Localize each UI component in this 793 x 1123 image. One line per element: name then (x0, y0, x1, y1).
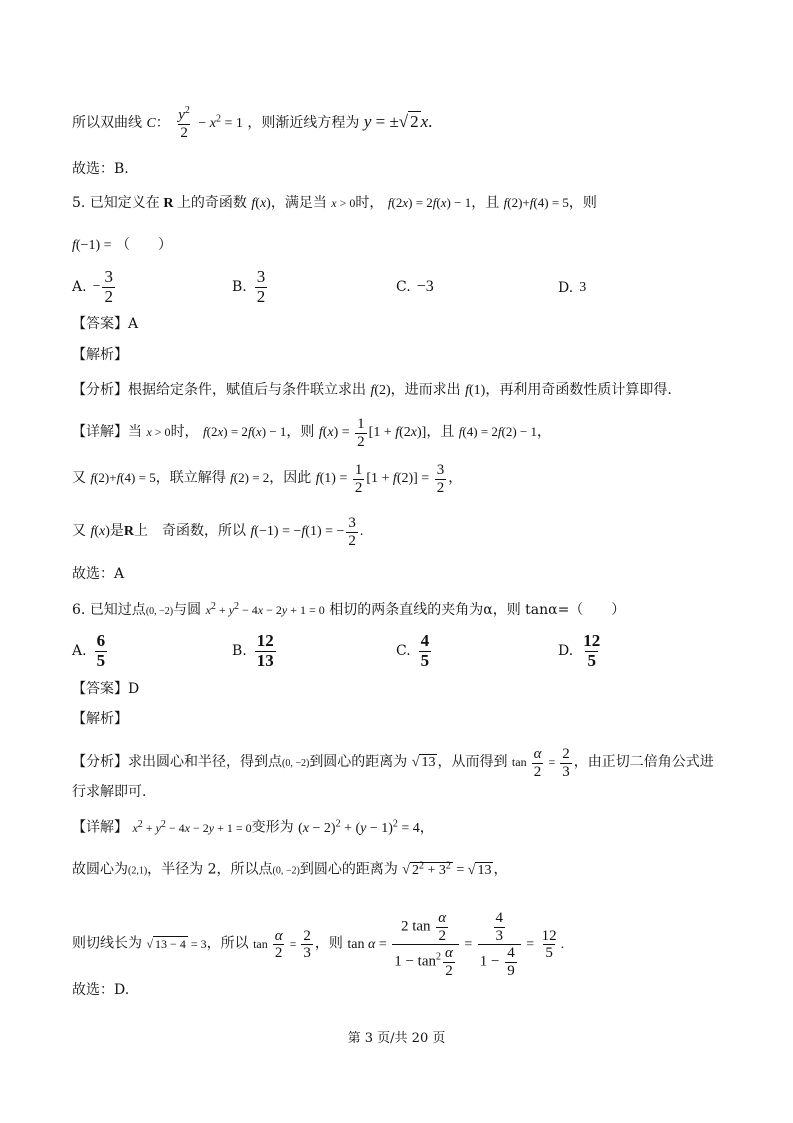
option-label: A. (72, 643, 87, 660)
minus: − (92, 279, 101, 295)
text: 是 (109, 523, 124, 540)
q6-answer: 【答案】D (72, 681, 140, 697)
q6-option-d[interactable] (558, 632, 604, 670)
text: ，联立解得 (155, 470, 226, 487)
text: 故圆心为 (72, 861, 128, 878)
math-standard-form: $(x - 2)^2 + (y - 1)^2 = 4$， (298, 818, 434, 836)
q-number: 5. (72, 195, 86, 211)
math-point: (0, −2) (272, 865, 300, 877)
math-R: R (123, 524, 135, 540)
q6-fenxi (72, 746, 714, 780)
q6-ze (72, 910, 564, 979)
math-sqrt13: √ 13 (411, 754, 436, 770)
option-label: C. (396, 643, 411, 660)
math-expr: − $x^2 = 1$ (198, 113, 243, 131)
q6-option-c[interactable] (396, 632, 433, 670)
text: 又 (72, 523, 86, 540)
text: （ ） (115, 237, 172, 253)
q6-choose: 故选：D. (72, 982, 130, 998)
math-c: C (146, 116, 156, 131)
math-tan-alpha: tan α = 2 tan $\frac{\alpha}{2}$ $1 - \tan^2$ $\frac{\alpha}{2}$ = $\frac{4}{3}$ 1 − $\frac{4}{9}$ = $\frac{12}{5}$ . (347, 910, 565, 979)
option-value: $\frac{12}{5}$ (583, 631, 601, 670)
option-value: 3 (579, 280, 587, 295)
text: ，所以 (206, 935, 249, 952)
math-tangent-length: √ 13 − 4 = 3 (146, 936, 207, 951)
text: ，再利用奇函数性质计算即得. (485, 382, 672, 398)
q6-option-b[interactable] (232, 632, 278, 670)
text: 变形为 (251, 819, 294, 836)
math-f2: f(2) (370, 383, 391, 398)
text: 已知过点 (89, 602, 146, 618)
option-value: −3 (416, 278, 434, 295)
text: ，由正切二倍角公式进 (573, 753, 714, 770)
option-value: $\frac{3}{2}$ (104, 267, 113, 306)
q5-answer: 【答案】A (72, 316, 139, 332)
q6-option-a[interactable] (72, 632, 109, 670)
math-eq: = (452, 862, 468, 878)
text: 则切线长为 (72, 935, 142, 952)
q5-stem-cont (72, 238, 172, 253)
math-circle: $x^2 + y^2 - 4x - 2y + 1 = 0$ (205, 601, 325, 617)
text: ，因此 (269, 470, 312, 487)
option-label: D. (558, 280, 574, 296)
math-colon: ： (155, 116, 170, 131)
math-fx: f(x) (251, 196, 271, 211)
text: 上 奇函数，所以 (134, 523, 247, 540)
text: ，满足当 (270, 195, 327, 211)
text: 上的奇函数 (176, 195, 247, 211)
option-label: A. (72, 279, 87, 296)
text: ，半径为 2，所以点 (147, 861, 273, 878)
text: 【分析】求出圆心和半径，得到点 (72, 753, 282, 770)
q5-analysis-tag: 【解析】 (72, 347, 128, 363)
math-f2-f4: f(2)+f(4) = 5 (90, 470, 156, 486)
text: 【详解】当 (72, 424, 142, 441)
math-f4: f(4) = 2f(2) − 1 (458, 424, 538, 440)
math-x-gt-0: x > 0 (146, 425, 171, 440)
math-f2-eq2: f(2) = 2 (230, 470, 270, 486)
text: 时， (170, 424, 199, 441)
math-tan-half: tan $\frac{\alpha}{2}$ = $\frac{2}{3}$ (253, 927, 311, 962)
text: 又 (72, 470, 86, 487)
q5-you (72, 462, 462, 496)
text: 时， (355, 195, 384, 211)
text: ，且 (426, 424, 455, 441)
math-asymptote: y = ±√ 2 x. (363, 112, 433, 131)
text: ，则 (286, 424, 315, 441)
q5-you2 (72, 515, 363, 549)
hyperbola-conclusion-line (72, 105, 432, 141)
math-fx: f(x) (90, 524, 110, 540)
option-label: B. (232, 643, 247, 660)
text: 已知定义在 (89, 195, 160, 211)
math-f2-f4: f(2)+f(4) = 5 (503, 195, 569, 210)
q5-option-d[interactable] (558, 280, 586, 296)
option-value: $\frac{3}{2}$ (256, 267, 266, 306)
text: 相切的两条直线的夹角为α，则 tanα=（ ） (329, 602, 626, 618)
q5-option-c[interactable] (396, 278, 434, 296)
q6-fenxi-cont: 行求解即可. (72, 784, 147, 800)
option-value: $\frac{12}{13}$ (256, 631, 274, 670)
math-circle: $x^2 + y^2 - 4x - 2y + 1 = 0$ (132, 818, 252, 835)
text: ，进而求出 (390, 382, 461, 398)
text: ，且 (471, 195, 500, 211)
math-R: R (159, 196, 177, 211)
text: ，则 (568, 195, 597, 211)
math-fx-formula: f(x) = $\frac{1}{2}$ [1 + f(2x)] (318, 416, 427, 450)
q-number: 6. (72, 602, 86, 618)
text: 【分析】根据给定条件，赋值后与条件联立求出 (72, 382, 366, 398)
option-label: D. (558, 643, 574, 660)
q6-stem (72, 602, 625, 617)
q5-xiangjie: 【详解】当 x > 0时， f(2x) = 2f(x) − 1，则 f(x) = $\frac{1}{2}$ [1 + f(2x)]，且 f(4) = 2f(2) − 1， (72, 416, 552, 450)
text: 到圆心的距离为 (299, 861, 398, 878)
q5-choose: 故选：A (72, 566, 125, 582)
text: 所以双曲线 (72, 115, 142, 131)
fraction-y2-over-2: $\frac{y^2}{2}$ (178, 105, 190, 141)
text: ，则渐近线方程为 (247, 115, 360, 131)
choose-line: 故选：B. (72, 161, 129, 177)
page-footer: 第 3 页/共 20 页 (347, 1031, 446, 1046)
text: 【详解】 (72, 819, 128, 836)
option-label: C. (396, 279, 411, 295)
text: 到圆心的距离为 (309, 753, 408, 770)
q6-xiangjie (72, 819, 434, 836)
text: 与圆 (173, 602, 202, 618)
math-x-gt-0: x > 0 (331, 196, 356, 210)
option-value: $\frac{6}{5}$ (96, 631, 106, 670)
math-f1-formula: f(1) = $\frac{1}{2}$ [1 + f(2)] = $\frac{3}{2}$ ， (315, 462, 463, 496)
text: ，从而得到 (437, 753, 508, 770)
math-tan-half: tan $\frac{\alpha}{2}$ = $\frac{2}{3}$ (511, 746, 570, 780)
math-distance: √ $2^2 + 3^2$ (402, 860, 451, 878)
option-label: B. (232, 279, 247, 296)
option-value: $\frac{4}{5}$ (420, 631, 430, 670)
math-f-neg1-result: f(−1) = −f(1) = − $\frac{3}{2}$ . (250, 515, 364, 549)
math-f2x: f(2x) = 2f(x) − 1 (387, 195, 472, 210)
math-center: (2,1) (128, 865, 148, 877)
q5-fenxi (72, 383, 672, 398)
q5-option-b[interactable] (232, 268, 269, 306)
math-point: (0, −2) (282, 757, 310, 769)
q6-gu: 故圆心为(2,1)，半径为 2，所以点(0, −2)到圆心的距离为 √ $2^2 + 3^2$ = √ 13 ， (72, 860, 508, 878)
math-f1: f(1) (465, 383, 486, 398)
math-f-neg1: f(−1) = (72, 238, 112, 253)
q5-stem (72, 196, 597, 211)
q6-analysis-tag: 【解析】 (72, 711, 128, 727)
text: ，则 (314, 935, 343, 952)
math-f2x: f(2x) = 2f(x) − 1 (203, 424, 287, 440)
math-sqrt13: √ 13 (467, 862, 492, 878)
math-point: (0, −2) (145, 606, 174, 617)
q5-option-a[interactable] (72, 268, 117, 306)
